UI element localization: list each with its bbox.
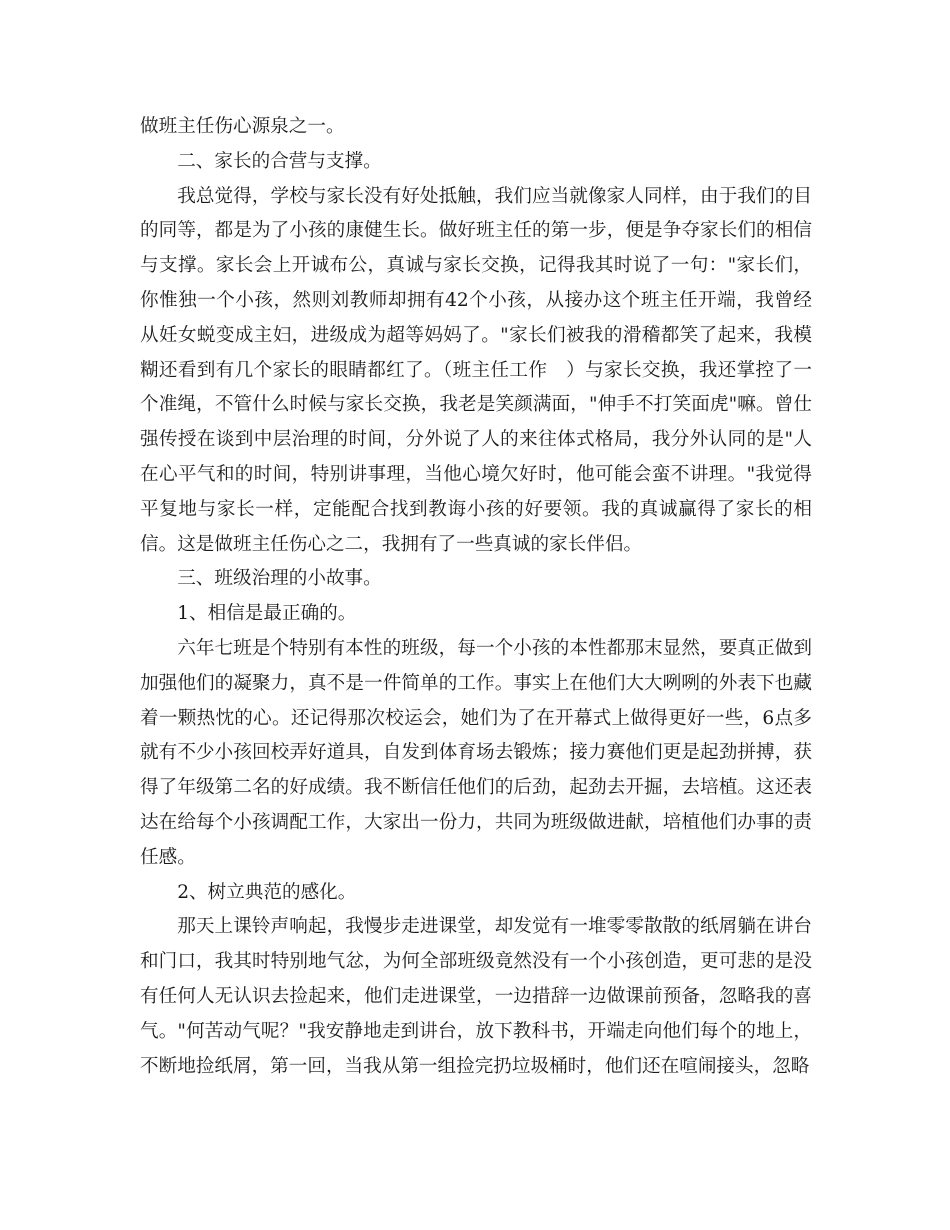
- section-heading-parents: 二、家长的合营与支撑。: [177, 150, 382, 172]
- paragraph-role-model: 那天上课铃声响起，我慢步走进课堂，却发觉有一堆零零散散的纸屑躺在讲台和门口，我其时特别地气忿，为何全部班级竟然没有一个小孩创造，更可悲的是没有任何人无认识去捡起来，他们走进课堂，一边措辞一边做课前预备，忽略我的喜气。"何苦动气呢？"我安静地走到讲台，放下教科书，开端走向他们每个的地上，不断地捡纸屑，第一回，当我从第一组捡完扔垃圾桶时，他们还在喧闹接头，忽略: [140, 916, 812, 1077]
- document-body: [140, 110, 812, 1084]
- subheading-role-model: 2、树立典范的感化。: [177, 881, 357, 903]
- paragraph-continuation: 做班主任伤心源泉之一。: [140, 116, 345, 137]
- paragraph-class-story: 六年七班是个特别有本性的班级，每一个小孩的本性都那末显然，要真正做到加强他们的凝聚力，真不是一件简单的工作。事实上在他们大大咧咧的外表下也藏着一颗热忱的心。还记得那次校运会，她们为了在开幕式上做得更好一些，6点多就有不少小孩回校弄好道具，自发到体育场去锻炼；接力赛他们更是起劲拼搏，获得了年级第二名的好成绩。我不断信任他们的后劲，起劲去开掘，去培植。这还表达在给每个小孩调配工作，大家出一份力，共同为班级做进献，培植他们办事的责任感。: [140, 637, 812, 868]
- paragraph-parents: 我总觉得，学校与家长没有好处抵触，我们应当就像家人同样，由于我们的目的同等，都是为了小孩的康健生长。做好班主任的第一步，便是争夺家长们的相信与支撑。家长会上开诚布公，真诚与家长交换，记得我其时说了一句："家长们，你惟独一个小孩，然则刘教师却拥有42个小孩，从接办这个班主任开端，我曾经从妊女蜕变成主妇，进级成为超等妈妈了。"家长们被我的滑稽都笑了起来，我模糊还看到有几个家长的眼睛都红了。（班主任工作 ）与家长交换，我还掌控了一个准绳，不管什么时候与家长交换，我老是笑颜满面，"伸手不打笑面虎"嘛。曾仕强传授在谈到中层治理的时间，分外说了人的来往体式格局，我分外认同的是"人在心平气和的时间，特别讲事理，当他心境欠好时，他可能会蛮不讲理。"我觉得平复地与家长一样，定能配合找到教诲小孩的好要领。我的真诚赢得了家长的相信。这是做班主任伤心之二，我拥有了一些真诚的家长伴侣。: [140, 185, 812, 555]
- section-heading-class-management: 三、班级治理的小故事。: [177, 568, 382, 590]
- subheading-trust: 1、相信是最正确的。: [177, 603, 357, 625]
